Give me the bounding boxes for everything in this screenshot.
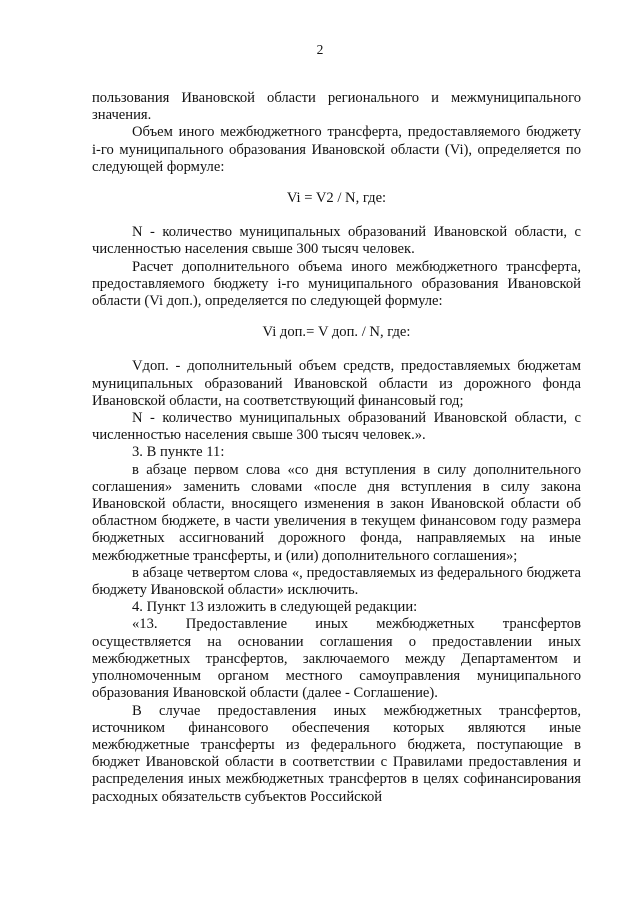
paragraph: В случае предоставления иных межбюджетных трансфертов, источником финансового обеспечения которых являются иные межбюджетные трансферты из федерального бюджета, поступающие в бюджет Ивановской области в соответствии с Правилами предоставления и распределения иных межбюджетных трансфертов в целях софинансирования расходных обязательств субъектов Российской bbox=[92, 702, 581, 805]
paragraph: в абзаце первом слова «со дня вступления в силу дополнительного соглашения» заменить словами «после дня вступления в силу закона Ивановской области, вносящего изменения в закон Ивановской области об областном бюджете, в части увеличения в текущем финансовом году размера бюджетных ассигнований дорожного фонда, направляемых на иные межбюджетные трансферты, и (или) дополнительного соглашения»; bbox=[92, 461, 581, 564]
paragraph: Vдоп. - дополнительный объем средств, предоставляемых бюджетам муниципальных образований Ивановской области из дорожного фонда Ивановской области, на соответствующий финансовый год; bbox=[92, 358, 581, 409]
paragraph: Объем иного межбюджетного трансферта, предоставляемого бюджету i-го муниципального образования Ивановской области (Vi), определяется по следующей формуле: bbox=[92, 124, 581, 175]
paragraph: Расчет дополнительного объема иного межбюджетного трансферта, предоставляемого бюджету i-го муниципального образования Ивановской области (Vi доп.), определяется по следующей формуле: bbox=[92, 258, 581, 310]
paragraph: 3. В пункте 11: bbox=[132, 444, 225, 461]
formula-vi: Vi = V2 / N, где: bbox=[286, 190, 387, 207]
formula-vi-dop: Vi доп.= V доп. / N, где: bbox=[262, 324, 411, 341]
page-number: 2 bbox=[316, 42, 324, 57]
paragraph: N - количество муниципальных образований Ивановской области, с численностью населения свыше 300 тысяч человек.». bbox=[92, 410, 581, 444]
paragraph: 4. Пункт 13 изложить в следующей редакции: bbox=[132, 599, 418, 616]
paragraph: «13. Предоставление иных межбюджетных трансфертов осуществляется на основании соглашения о предоставлении иных межбюджетных трансфертов, заключаемого между Департаментом и уполномоченным органом местного самоуправления муниципального образования Ивановской области (далее - Соглашение). bbox=[92, 616, 581, 702]
paragraph: в абзаце четвертом слова «, предоставляемых из федерального бюджета бюджету Ивановской области» исключить. bbox=[92, 564, 581, 599]
document-body bbox=[92, 90, 581, 806]
paragraph: N - количество муниципальных образований Ивановской области, с численностью населения свыше 300 тысяч человек. bbox=[92, 224, 581, 258]
paragraph: пользования Ивановской области регионального и межмуниципального значения. bbox=[92, 90, 581, 124]
